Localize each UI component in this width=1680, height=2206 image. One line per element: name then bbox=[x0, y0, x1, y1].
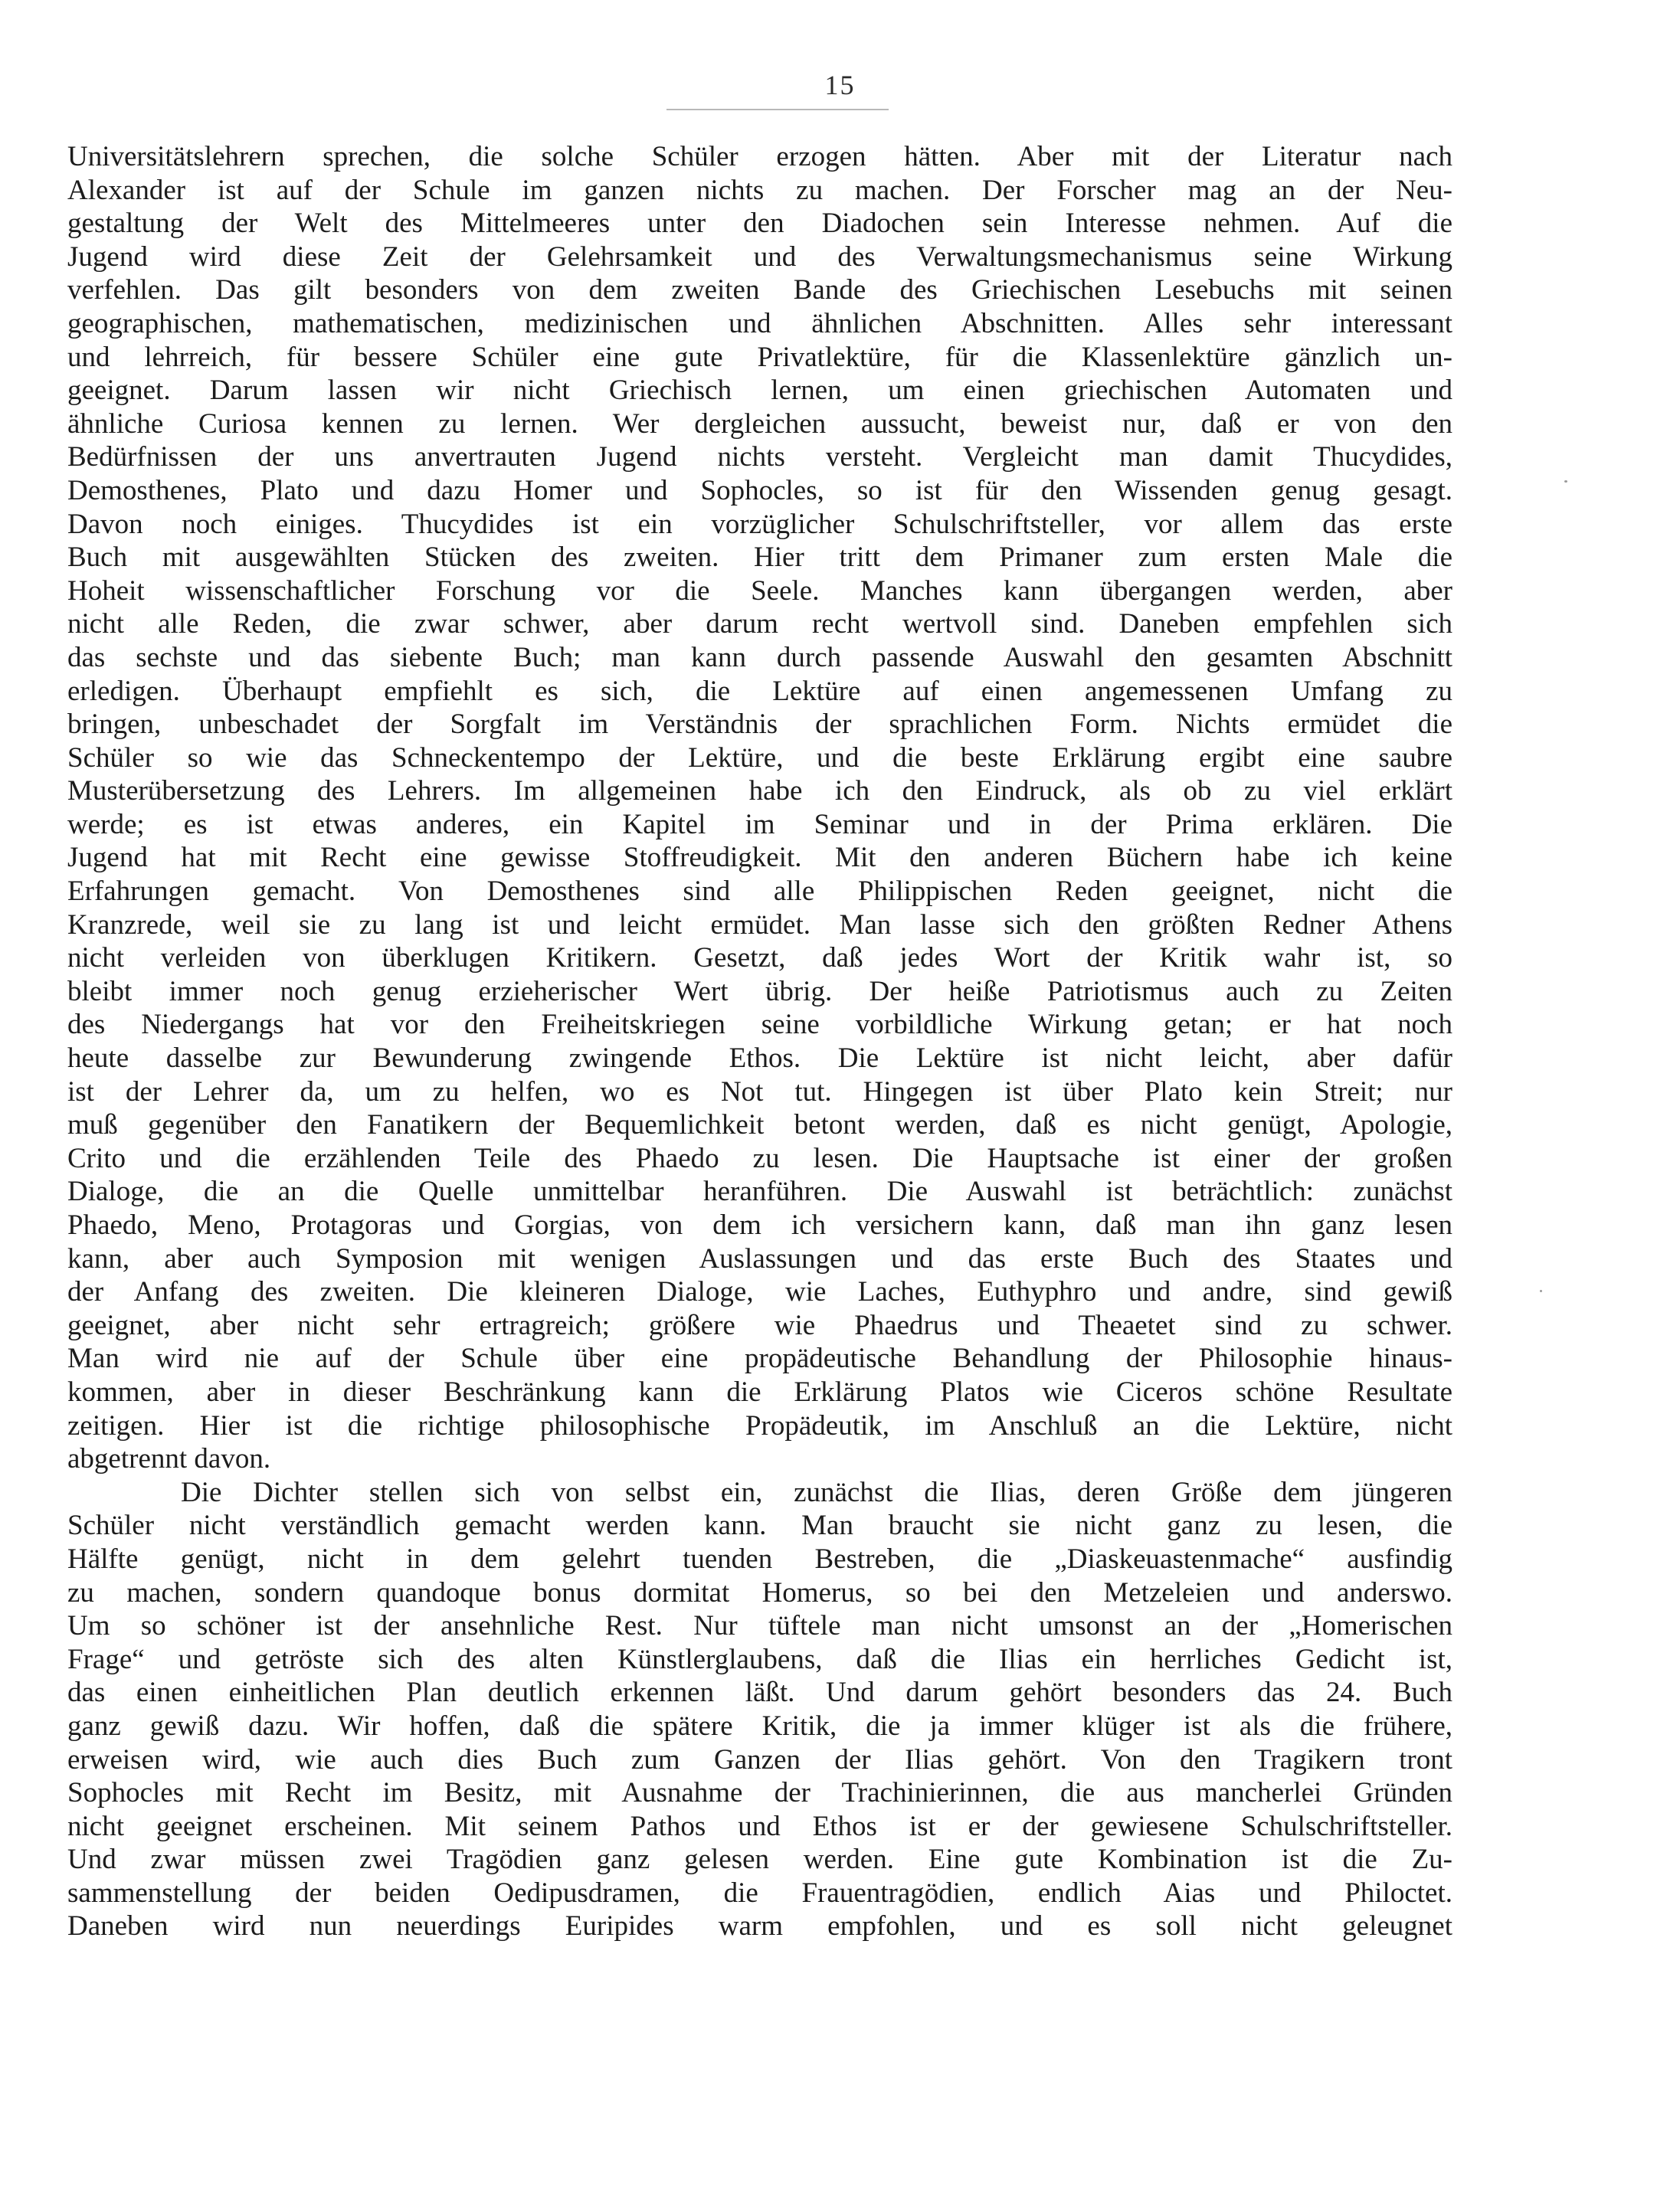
text-line: Frage“ und getröste sich des alten Künstlerglaubens, daß die Ilias ein herrliches Gedicht ist, bbox=[67, 1643, 1452, 1675]
text-line: abgetrennt davon. bbox=[67, 1443, 271, 1475]
text-line: geographischen, mathematischen, medizinischen und ähnlichen Abschnitten. Alles sehr interessant bbox=[67, 307, 1452, 339]
text-line: und lehrreich, für bessere Schüler eine gute Privatlektüre, für die Klassenlektüre gänzlich un- bbox=[67, 341, 1452, 373]
text-line: Und zwar müssen zwei Tragödien ganz gelesen werden. Eine gute Kombination ist die Zu- bbox=[67, 1844, 1452, 1876]
text-line: heute dasselbe zur Bewunderung zwingende Ethos. Die Lektüre ist nicht leicht, aber dafür bbox=[67, 1042, 1452, 1075]
text-line: Um so schöner ist der ansehnliche Rest. Nur tüftele man nicht umsonst an der „Homerischen bbox=[67, 1610, 1452, 1642]
text-line: Universitätslehrern sprechen, die solche Schüler erzogen hätten. Aber mit der Literatur nach bbox=[67, 141, 1452, 172]
margin-speck bbox=[1540, 1290, 1542, 1292]
text-line: nicht geeignet erscheinen. Mit seinem Pathos und Ethos ist er der gewiesene Schulschriftsteller. bbox=[67, 1810, 1452, 1842]
page-number: 15 bbox=[824, 70, 856, 100]
text-line: Kranzrede, weil sie zu lang ist und leicht ermüdet. Man lasse sich den größten Redner Athens bbox=[67, 908, 1452, 941]
text-line: sammenstellung der beiden Oedipusdramen, die Frauentragödien, endlich Aias und Philoctet. bbox=[67, 1877, 1452, 1909]
text-line: kann, aber auch Symposion mit wenigen Auslassungen und das erste Buch des Staates und bbox=[67, 1242, 1452, 1275]
text-line: werde; es ist etwas anderes, ein Kapitel im Seminar und in der Prima erklären. Die bbox=[67, 808, 1452, 840]
text-line: nicht alle Reden, die zwar schwer, aber darum recht wertvoll sind. Daneben empfehlen sich bbox=[67, 608, 1452, 640]
text-line: zu machen, sondern quandoque bonus dormitat Homerus, so bei den Metzeleien und anderswo. bbox=[67, 1576, 1452, 1609]
text-line: der Anfang des zweiten. Die kleineren Dialoge, wie Laches, Euthyphro und andre, sind gewiß bbox=[67, 1276, 1452, 1308]
paragraph-2 bbox=[67, 1476, 1452, 1943]
text-line: Erfahrungen gemacht. Von Demosthenes sind alle Philippischen Reden geeignet, nicht die bbox=[67, 876, 1452, 908]
text-line: das einen einheitlichen Plan deutlich erkennen läßt. Und darum gehört besonders das 24. Buch bbox=[67, 1677, 1452, 1709]
text-line: Die Dichter stellen sich von selbst ein, zunächst die Ilias, deren Größe dem jüngeren bbox=[181, 1476, 1452, 1508]
text-line: Demosthenes, Plato und dazu Homer und Sophocles, so ist für den Wissenden genug gesagt. bbox=[67, 474, 1452, 506]
text-line: Musterübersetzung des Lehrers. Im allgemeinen habe ich den Eindruck, als ob zu viel erklärt bbox=[67, 775, 1452, 807]
text-line: Hälfte genügt, nicht in dem gelehrt tuenden Bestreben, die „Diaskeuastenmache“ ausfindig bbox=[67, 1543, 1452, 1575]
text-line: zeitigen. Hier ist die richtige philosophische Propädeutik, im Anschluß an die Lektüre, nicht bbox=[67, 1409, 1452, 1442]
header-rule bbox=[666, 109, 889, 110]
margin-speck bbox=[1564, 480, 1567, 483]
text-line: Alexander ist auf der Schule im ganzen nichts zu machen. Der Forscher mag an der Neu- bbox=[67, 174, 1452, 206]
text-line: Schüler so wie das Schneckentempo der Lektüre, und die beste Erklärung ergibt eine saubre bbox=[67, 741, 1452, 774]
text-line: Hoheit wissenschaftlicher Forschung vor die Seele. Manches kann übergangen werden, aber bbox=[67, 574, 1452, 607]
text-line: Sophocles mit Recht im Besitz, mit Ausnahme der Trachinierinnen, die aus mancherlei Gründen bbox=[67, 1777, 1452, 1809]
text-line: Buch mit ausgewählten Stücken des zweiten. Hier tritt dem Primaner zum ersten Male die bbox=[67, 542, 1452, 574]
text-line: bringen, unbeschadet der Sorgfalt im Verständnis der sprachlichen Form. Nichts ermüdet die bbox=[67, 709, 1452, 741]
paragraph-1 bbox=[67, 140, 1452, 1476]
text-line: Dialoge, die an die Quelle unmittelbar heranführen. Die Auswahl ist beträchtlich: zunächst bbox=[67, 1176, 1452, 1208]
text-line: das sechste und das siebente Buch; man kann durch passende Auswahl den gesamten Abschnitt bbox=[67, 641, 1452, 673]
text-line: Jugend hat mit Recht eine gewisse Stoffreudigkeit. Mit den anderen Büchern habe ich keine bbox=[67, 842, 1452, 874]
text-line: ähnliche Curiosa kennen zu lernen. Wer dergleichen aussucht, beweist nur, daß er von den bbox=[67, 407, 1452, 440]
text-line: Davon noch einiges. Thucydides ist ein vorzüglicher Schulschriftsteller, vor allem das erste bbox=[67, 508, 1452, 540]
text-line: verfehlen. Das gilt besonders von dem zweiten Bande des Griechischen Lesebuchs mit seinen bbox=[67, 274, 1452, 306]
body-text bbox=[67, 140, 1452, 1943]
text-line: muß gegenüber den Fanatikern der Bequemlichkeit betont werden, daß es nicht genügt, Apologie, bbox=[67, 1109, 1452, 1141]
text-line: erweisen wird, wie auch dies Buch zum Ganzen der Ilias gehört. Von den Tragikern tront bbox=[67, 1743, 1452, 1776]
text-line: Phaedo, Meno, Protagoras und Gorgias, von dem ich versichern kann, daß man ihn ganz lesen bbox=[67, 1209, 1452, 1241]
text-line: Crito und die erzählenden Teile des Phaedo zu lesen. Die Hauptsache ist einer der großen bbox=[67, 1142, 1452, 1174]
text-line: geeignet, aber nicht sehr ertragreich; größere wie Phaedrus und Theaetet sind zu schwer. bbox=[67, 1309, 1452, 1341]
text-line: bleibt immer noch genug erzieherischer Wert übrig. Der heiße Patriotismus auch zu Zeiten bbox=[67, 975, 1452, 1007]
text-line: ist der Lehrer da, um zu helfen, wo es Not tut. Hingegen ist über Plato kein Streit; nur bbox=[67, 1075, 1452, 1108]
text-line: kommen, aber in dieser Beschränkung kann die Erklärung Platos wie Ciceros schöne Resultate bbox=[67, 1376, 1452, 1408]
text-line: Daneben wird nun neuerdings Euripides warm empfohlen, und es soll nicht geleugnet bbox=[67, 1910, 1452, 1943]
text-line: des Niedergangs hat vor den Freiheitskriegen seine vorbildliche Wirkung getan; er hat noch bbox=[67, 1009, 1452, 1041]
text-line: gestaltung der Welt des Mittelmeeres unter den Diadochen sein Interesse nehmen. Auf die bbox=[67, 208, 1452, 240]
text-line: erledigen. Überhaupt empfiehlt es sich, die Lektüre auf einen angemessenen Umfang zu bbox=[67, 675, 1452, 707]
text-line: Man wird nie auf der Schule über eine propädeutische Behandlung der Philosophie hinaus- bbox=[67, 1343, 1452, 1375]
text-line: Bedürfnissen der uns anvertrauten Jugend nichts versteht. Vergleicht man damit Thucydides, bbox=[67, 441, 1452, 473]
text-line: Jugend wird diese Zeit der Gelehrsamkeit und des Verwaltungsmechanismus seine Wirkung bbox=[67, 241, 1452, 273]
text-line: ganz gewiß dazu. Wir hoffen, daß die spätere Kritik, die ja immer klüger ist als die frühere, bbox=[67, 1710, 1452, 1742]
text-line: Schüler nicht verständlich gemacht werden kann. Man braucht sie nicht ganz zu lesen, die bbox=[67, 1510, 1452, 1542]
text-line: geeignet. Darum lassen wir nicht Griechisch lernen, um einen griechischen Automaten und bbox=[67, 375, 1452, 407]
text-line: nicht verleiden von überklugen Kritikern. Gesetzt, daß jedes Wort der Kritik wahr ist, so bbox=[67, 942, 1452, 974]
